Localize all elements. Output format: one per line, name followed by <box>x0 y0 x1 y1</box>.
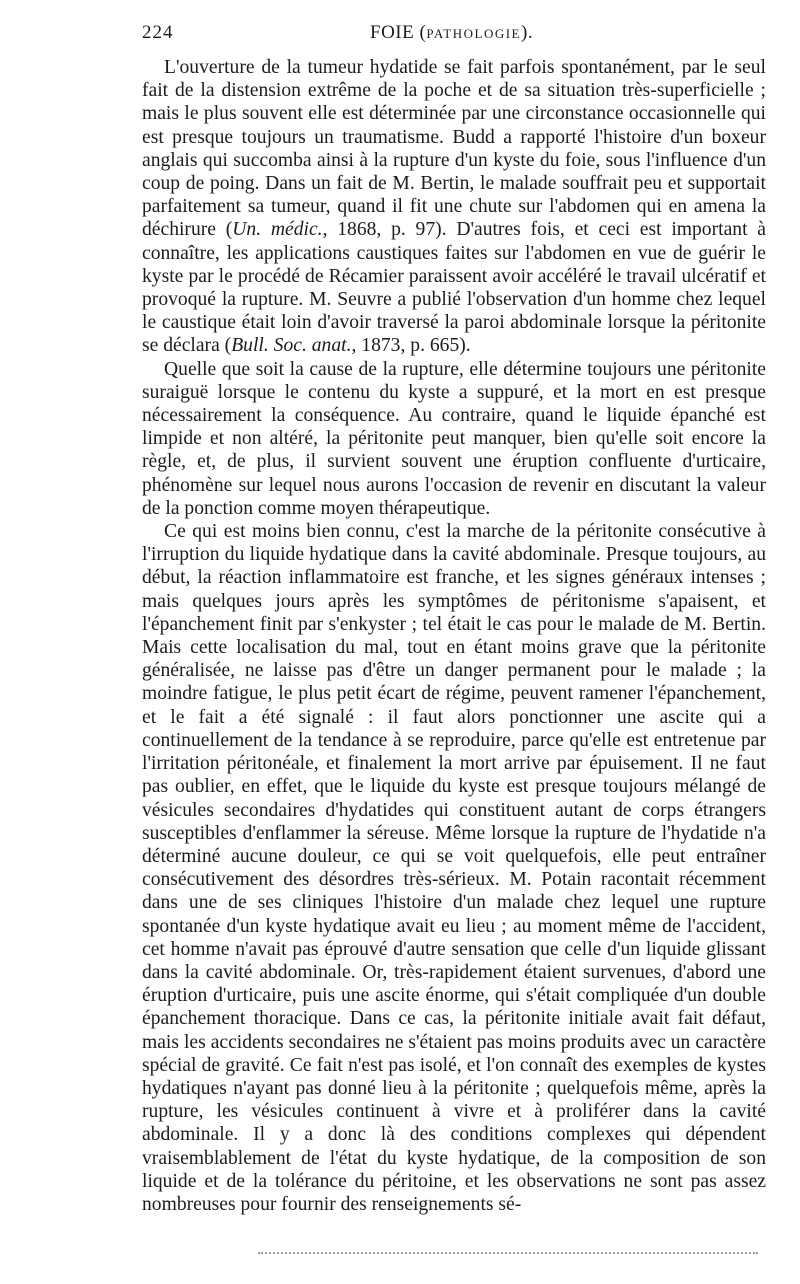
body-text <box>142 56 766 1216</box>
paragraph <box>142 56 766 358</box>
running-title-end: ). <box>521 22 534 43</box>
text-run: , 1868, p. 97). D'autres fois, et ceci est important à connaître, les applications caustiques faites sur l'abdomen en vue de guérir le kyste par le procédé de Récamier paraissent avoir accéléré le travail ulcératif et provoqué la rupture. M. Seuvre a publié l'observation d'un homme chez lequel le caustique était loin d'avoir traversé la paroi abdominale lorsque la péritonite se déclara ( <box>142 219 766 357</box>
citation-title: Bull. Soc. anat. <box>231 335 352 357</box>
running-title-main: FOIE ( <box>370 22 427 43</box>
running-title-small: PATHOLOGIE <box>426 26 522 41</box>
paragraph <box>142 520 766 1216</box>
running-title <box>370 22 533 44</box>
page-number: 224 <box>142 22 174 43</box>
text-run: Ce qui est moins bien connu, c'est la marche de la péritonite consécutive à l'irruption du liquide hydatique dans la cavité abdominale. Presque toujours, au début, la réaction inflammatoire est franche, et les signes généraux intenses ; mais quelques jours après les symptômes de péritonisme s'apaisent, et l'épanchement finit par s'enkyster ; tel était le cas pour le malade de M. Bertin. Mais cette localisation du mal, tout en étant moins grave que la péritonite généralisée, ne laisse pas d'être un danger permanent pour le malade ; la moindre fatigue, le plus petit écart de régime, peuvent ramener l'épanchement, et le fait a été signalé : il faut alors ponctionner une ascite qui a continuellement de la tendance à se reproduire, parce qu'elle est entretenue par l'irritation péritonéale, et finalement la mort arrive par épuisement. Il ne faut pas oublier, en effet, que le liquide du kyste est presque toujours mélangé de vésicules secondaires d'hydatides qui constituent autant de corps étrangers susceptibles d'enflammer la séreuse. Même lorsque la rupture de l'hydatide n'a déterminé aucune douleur, ce qui se voit quelquefois, elle peut entraîner consécutivement des désordres très-sérieux. M. Potain racontait récemment dans une de ses cliniques l'histoire d'un malade chez lequel une rupture spontanée d'un kyste hydatique avait eu lieu ; au moment même de l'accident, cet homme n'avait pas éprouvé d'autre sensation que celle d'un liquide glissant dans la cavité abdominale. Or, très-rapidement étaient survenues, d'abord une éruption d'urticaire, puis une ascite énorme, qui s'était compliquée d'un double épanchement thoracique. Dans ce cas, la péritonite initiale avait fait défaut, mais les accidents secondaires ne s'étaient pas moins produits avec un caractère spécial de gravité. Ce fait n'est pas isolé, et l'on connaît des exemples de kystes hydatiques n'ayant pas donné lieu à la péritonite ; quelquefois même, après la rupture, les vésicules continuent à vivre et à proliférer dans la cavité abdominale. Il y a donc là des conditions complexes qui dépendent vraisemblablement de l'état du kyste hydatique, de la composition de son liquide et de la tolérance du péritoine, et les observations ne sont pas assez nombreuses pour fournir des renseignements sé- <box>142 521 766 1215</box>
bottom-dotted-rule <box>258 1252 758 1254</box>
text-run: L'ouverture de la tumeur hydatide se fait parfois spontanément, par le seul fait de la distension extrême de la poche et de sa situation très-superficielle ; mais le plus souvent elle est déterminée par une circonstance occasionnelle qui est presque toujours un traumatisme. Budd a rapporté l'histoire d'un boxeur anglais qui succomba ainsi à la rupture d'un kyste du foie, sous l'influence d'un coup de poing. Dans un fait de M. Bertin, le malade souffrait peu et supportait parfaitement sa tumeur, quand il fit une chute sur l'abdomen qui en amena la déchirure ( <box>142 57 766 241</box>
paragraph <box>142 358 766 520</box>
page-header <box>142 22 766 50</box>
text-run: , 1873, p. 665). <box>351 335 471 357</box>
text-run: Quelle que soit la cause de la rupture, elle détermine toujours une péritonite suraiguë lorsque le contenu du kyste a suppuré, et la mort en est presque nécessairement la conséquence. Au contraire, quand le liquide épanché est limpide et non altéré, la péritonite peut manquer, bien qu'elle soit encore la règle, et, de plus, il survient souvent une éruption confluente d'urticaire, phénomène sur lequel nous aurons l'occasion de revenir en discutant la valeur de la ponction comme moyen thérapeutique. <box>142 358 766 519</box>
citation-title: Un. médic. <box>232 219 323 241</box>
